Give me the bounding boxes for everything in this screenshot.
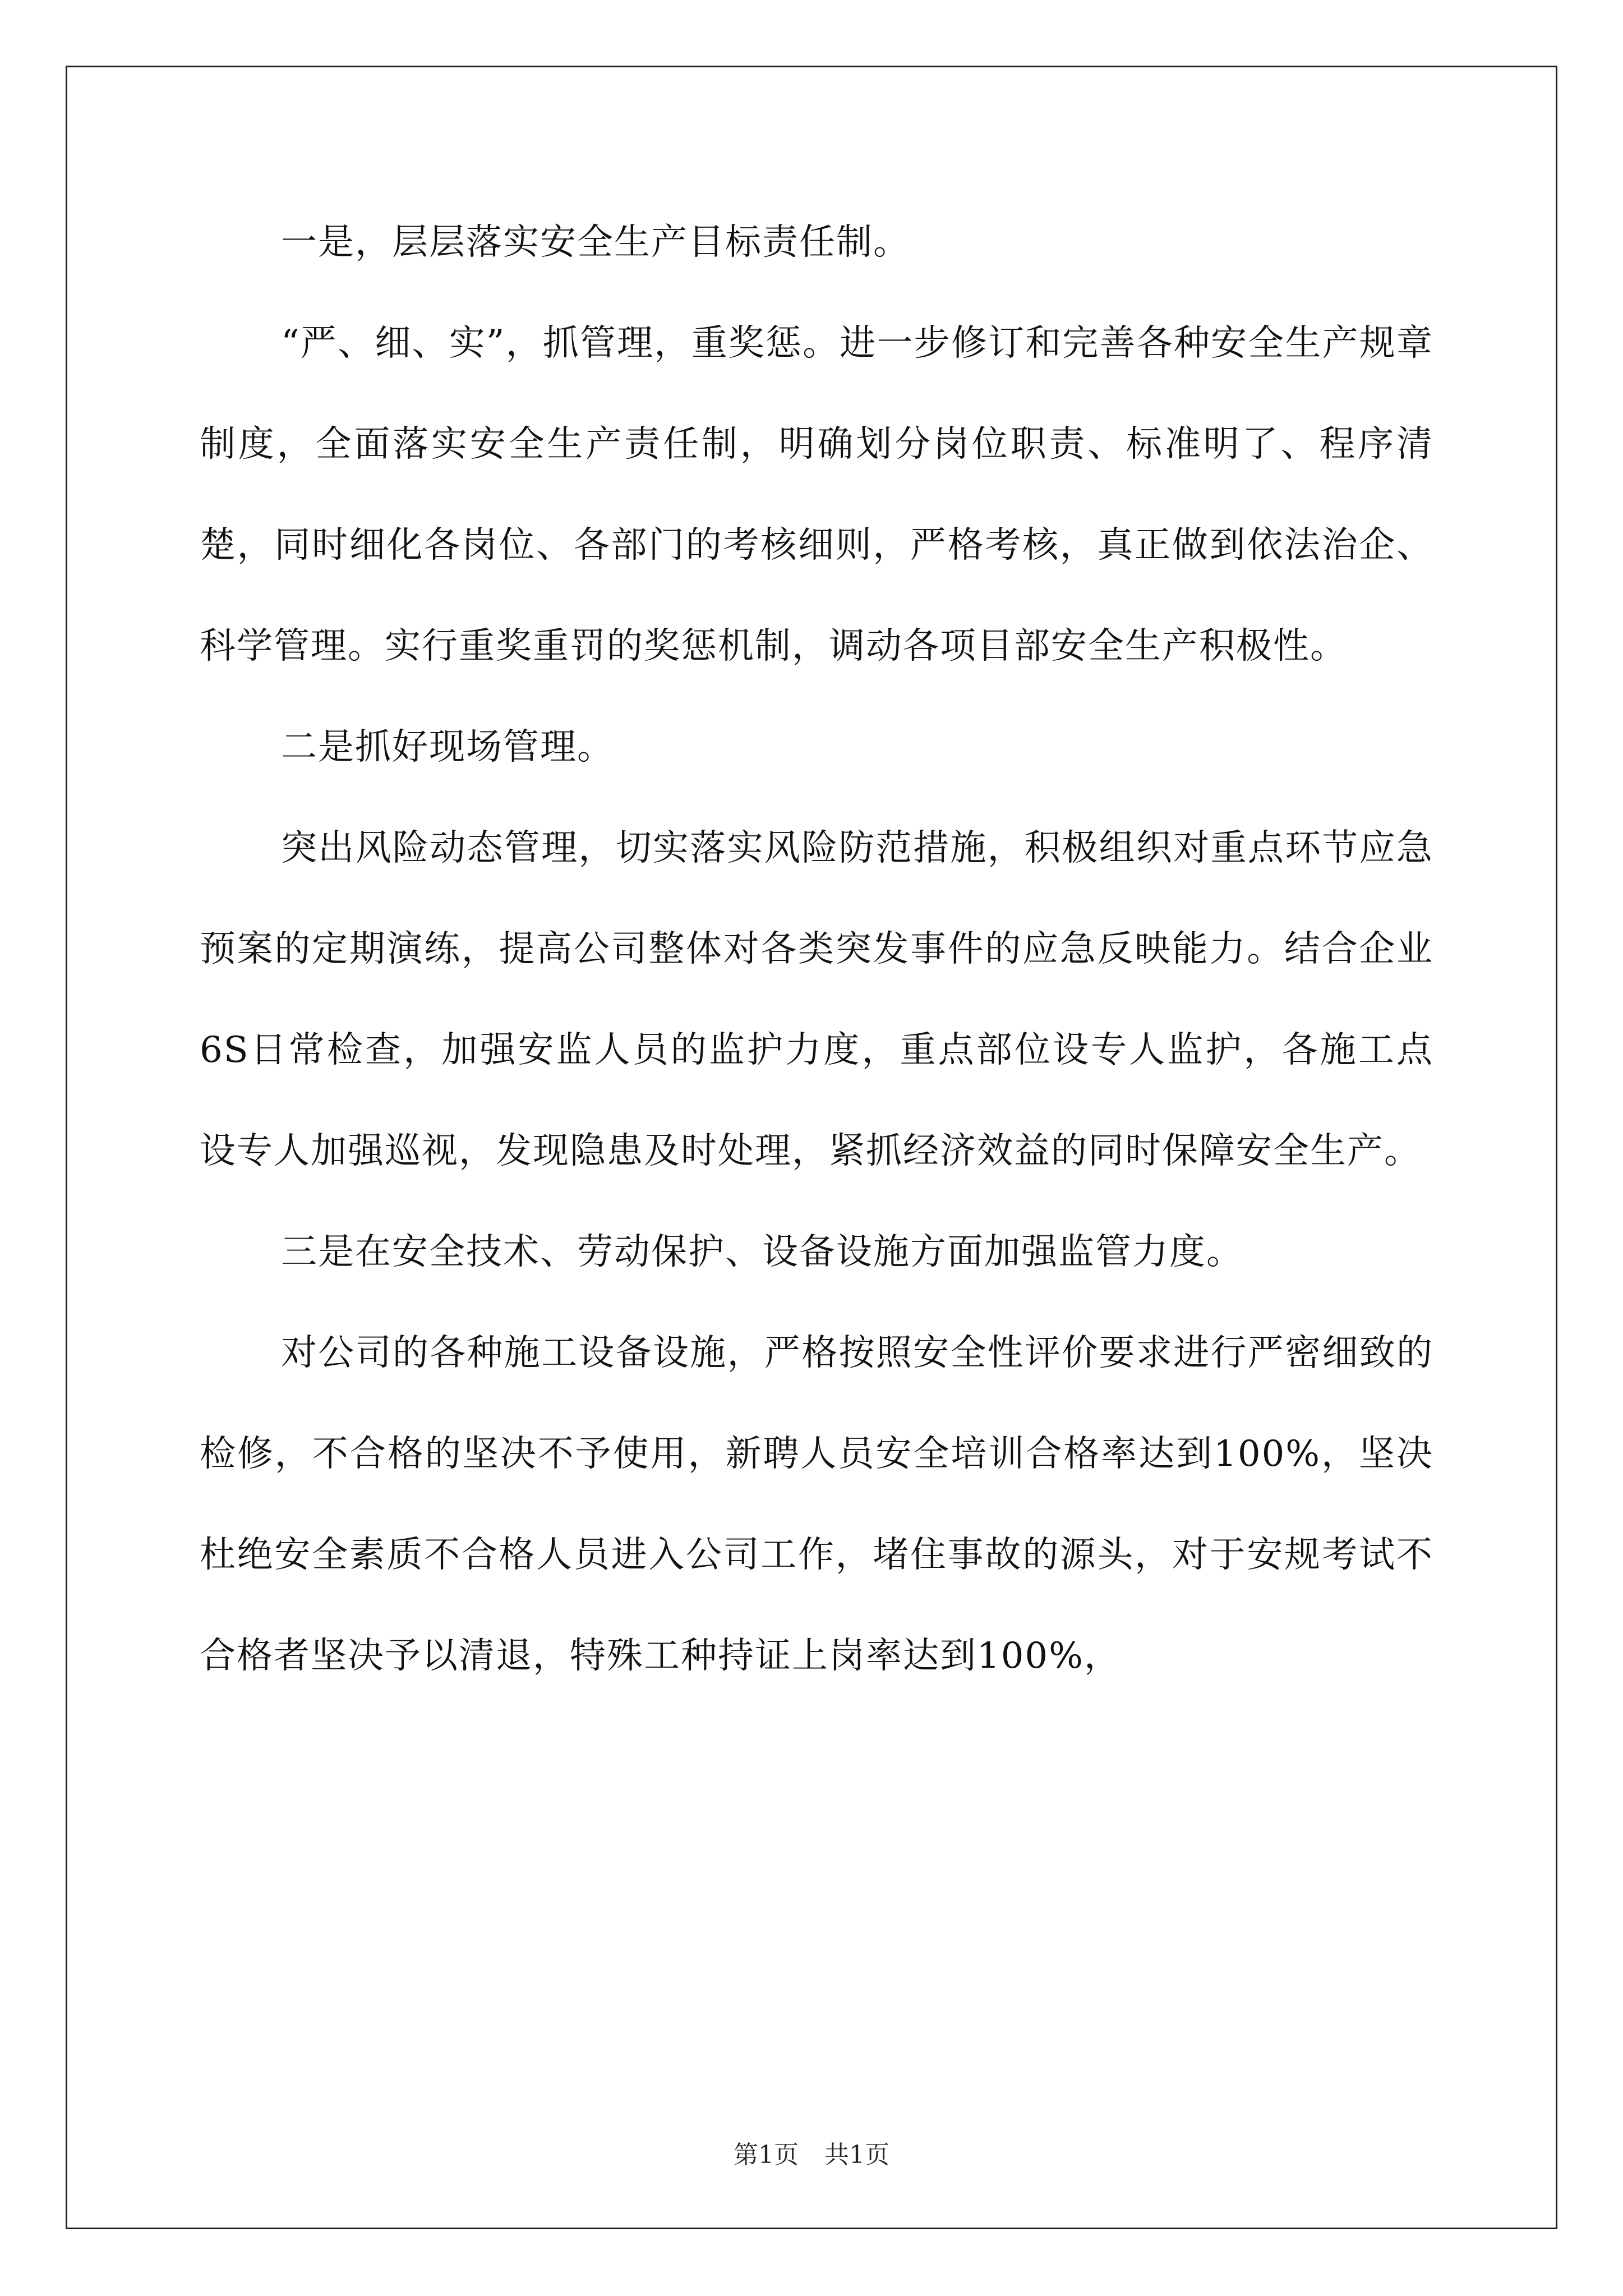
page-number-total: 共1页 — [824, 2141, 889, 2169]
paragraph-1: 一是，层层落实安全生产目标责任制。 — [281, 222, 910, 263]
page-footer — [0, 2138, 1623, 2172]
document-body — [200, 192, 1433, 1706]
paragraph-4: 突出风险动态管理，切实落实风险防范措施，积极组织对重点环节应急预案的定期演练，提高公司整体对各类突发事件的应急反映能力。结合企业6S日常检查，加强安监人员的监护力度，重点部位设专人监护，各施工点设专人加强巡视，发现隐患及时处理，紧抓经济效益的同时保障安全生产。 — [200, 827, 1433, 1172]
paragraph-6: 对公司的各种施工设备设施，严格按照安全性评价要求进行严密细致的检修，不合格的坚决不予使用，新聘人员安全培训合格率达到100%，坚决杜绝安全素质不合格人员进入公司工作，堵住事故的源头，对于安规考试不合格者坚决予以清退，特殊工种持证上岗率达到100%， — [200, 1332, 1433, 1677]
paragraph-2: “严、细、实”，抓管理，重奖惩。进一步修订和完善各种安全生产规章制度，全面落实安全生产责任制，明确划分岗位职责、标准明了、程序清楚，同时细化各岗位、各部门的考核细则，严格考核，真正做到依法治企、科学管理。实行重奖重罚的奖惩机制，调动各项目部安全生产积极性。 — [200, 323, 1433, 667]
page-number-current: 第1页 — [734, 2141, 799, 2169]
paragraph-3: 二是抓好现场管理。 — [281, 726, 614, 768]
paragraph-5: 三是在安全技术、劳动保护、设备设施方面加强监管力度。 — [281, 1231, 1243, 1273]
